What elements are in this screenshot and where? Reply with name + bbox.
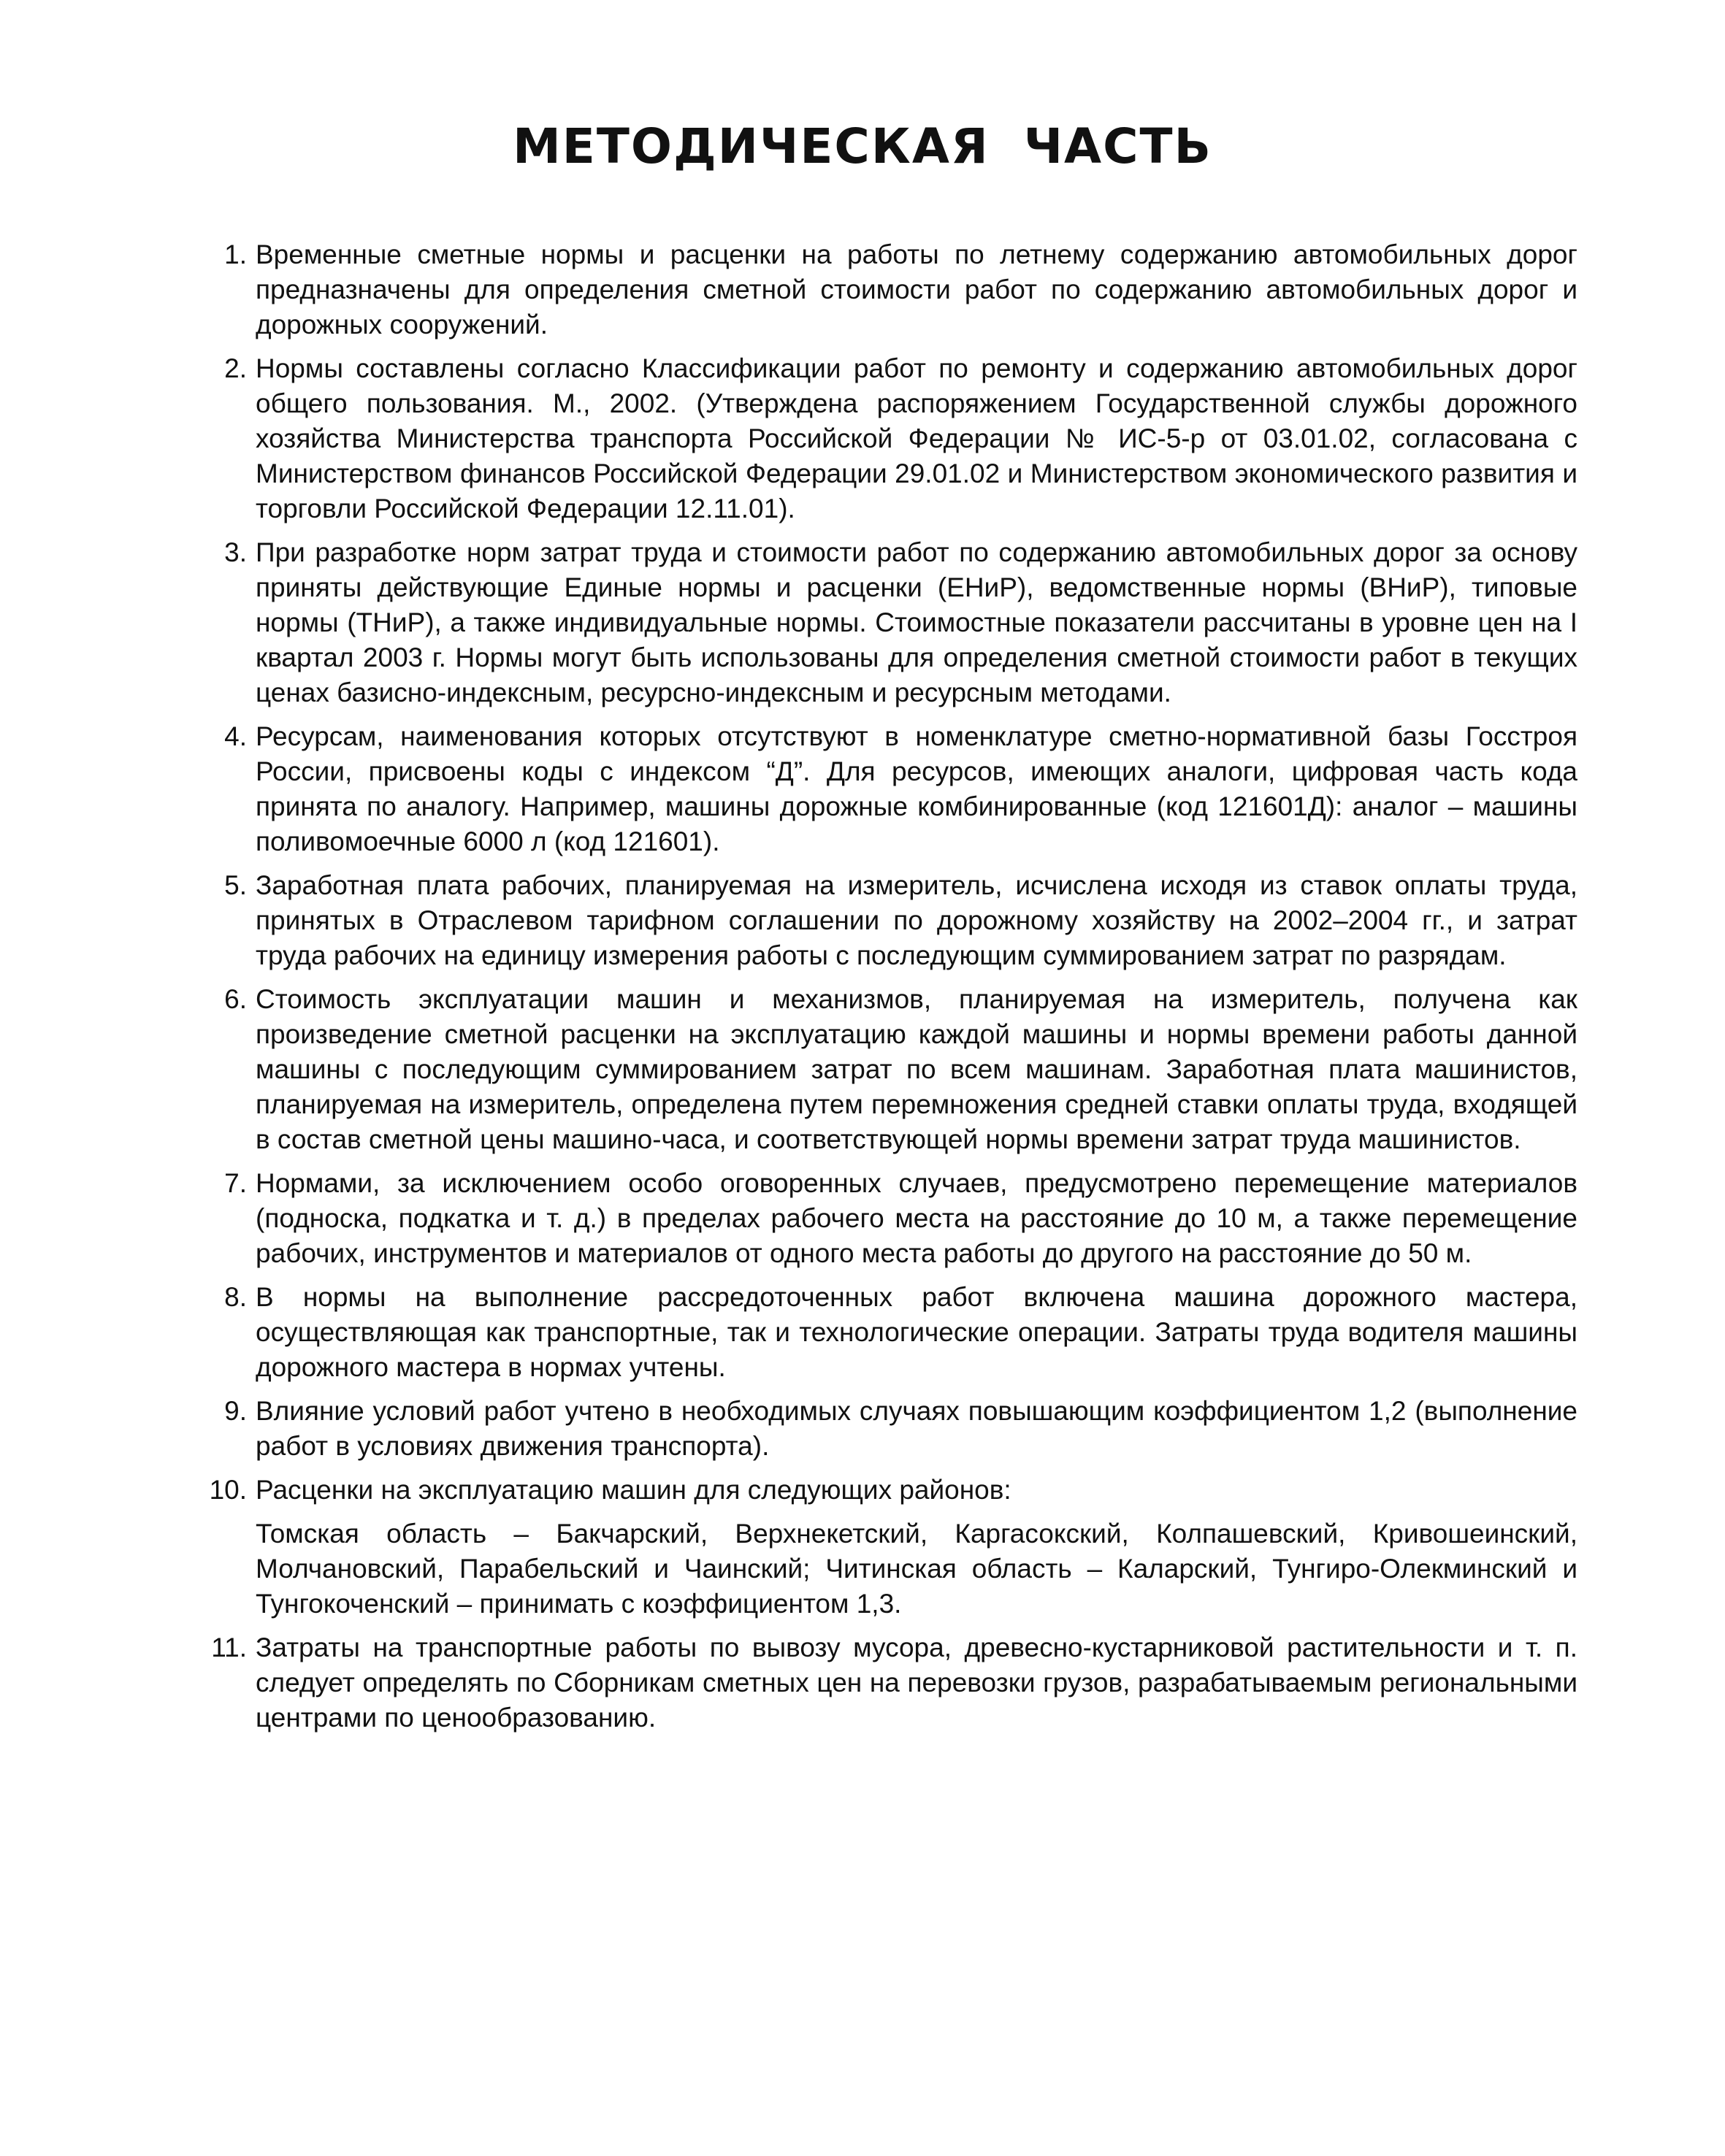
clause-body (256, 719, 1577, 859)
clause-body (256, 1630, 1577, 1735)
clause-number: 11. (211, 1633, 247, 1662)
clause-item (190, 1166, 1577, 1271)
clause-text: Стоимость эксплуатации машин и механизмов, планируемая на измеритель, получена как произведение сметной расценки на эксплуатацию каждой машины и нормы времени работы данной машины с последующим суммированием затрат по всем машинам. Заработная плата машинистов, планируемая на измеритель, определена путем перемножения средней ставки оплаты труда, входящей в состав сметной цены машино-часа, и соответствующей нормы времени затрат труда машинистов. (256, 984, 1577, 1154)
clause-body (256, 1473, 1577, 1622)
clause-body (256, 1166, 1577, 1271)
clause-item (190, 1394, 1577, 1464)
clause-number: 6. (224, 984, 247, 1014)
clause-item (190, 351, 1577, 526)
clause-number: 4. (224, 721, 247, 751)
clause-number: 10. (209, 1475, 247, 1505)
clause-body (256, 982, 1577, 1157)
clause-body (256, 351, 1577, 526)
clause-number: 2. (224, 353, 247, 383)
clause-body (256, 868, 1577, 973)
clause-list (190, 237, 1577, 1744)
clause-item (190, 982, 1577, 1157)
clause-item (190, 1630, 1577, 1735)
clause-body (256, 535, 1577, 710)
clause-text: Нормами, за исключением особо оговоренных случаев, предусмотрено перемещение материалов (подноска, подкатка и т. д.) в пределах рабочего места на расстояние до 10 м, а также перемещение рабочих, инструментов и материалов от одного места работы до другого на расстояние до 50 м. (256, 1168, 1577, 1268)
clause-text: Заработная плата рабочих, планируемая на измеритель, исчислена исходя из ставок оплаты труда, принятых в Отраслевом тарифном соглашении по дорожному хозяйству на 2002–2004 гг., и затрат труда рабочих на единицу измерения работы с последующим суммированием затрат по разрядам. (256, 870, 1577, 970)
clause-body (256, 1394, 1577, 1464)
clause-number: 9. (224, 1396, 247, 1426)
clause-item (190, 237, 1577, 342)
clause-item (190, 1473, 1577, 1622)
clause-item (190, 719, 1577, 859)
clause-body (256, 1280, 1577, 1385)
clause-text: Влияние условий работ учтено в необходимых случаях повышающим коэффициентом 1,2 (выполнение работ в условиях движения транспорта). (256, 1396, 1577, 1461)
clause-item (190, 535, 1577, 710)
clause-subparagraph: Томская область – Бакчарский, Верхнекетский, Каргасокский, Колпашевский, Кривошеинский, Молчановский, Парабельский и Чаинский; Читинская область – Каларский, Тунгиро-Олекминский и Тунгокоченский – принимать с коэффициентом 1,3. (256, 1519, 1577, 1619)
clause-body (256, 237, 1577, 342)
clause-text: В нормы на выполнение рассредоточенных работ включена машина дорожного мастера, осуществляющая как транспортные, так и технологические операции. Затраты труда водителя машины дорожного мастера в нормах учтены. (256, 1282, 1577, 1382)
clause-number: 3. (224, 537, 247, 567)
clause-number: 8. (224, 1282, 247, 1312)
clause-number: 7. (224, 1168, 247, 1198)
clause-text: Ресурсам, наименования которых отсутствуют в номенклатуре сметно-нормативной базы Госстроя России, присвоены коды с индексом “Д”. Для ресурсов, имеющих аналоги, цифровая часть кода принята по аналогу. Например, машины дорожные комбинированные (код 121601Д): аналог – машины поливомоечные 6000 л (код 121601). (256, 721, 1577, 856)
clause-text: Расценки на эксплуатацию машин для следующих районов: (256, 1475, 1011, 1505)
clause-item (190, 868, 1577, 973)
clause-text: Временные сметные нормы и расценки на работы по летнему содержанию автомобильных дорог предназначены для определения сметной стоимости работ по содержанию автомобильных дорог и дорожных сооружений. (256, 239, 1577, 339)
clause-item (190, 1280, 1577, 1385)
page-title: МЕТОДИЧЕСКАЯ ЧАСТЬ (513, 118, 1212, 174)
clause-text: При разработке норм затрат труда и стоимости работ по содержанию автомобильных дорог за основу приняты действующие Единые нормы и расценки (ЕНиР), ведомственные нормы (ВНиР), типовые нормы (ТНиР), а также индивидуальные нормы. Стоимостные показатели рассчитаны в уровне цен на I квартал 2003 г. Нормы могут быть использованы для определения сметной стоимости работ в текущих ценах базисно-индексным, ресурсно-индексным и ресурсным методами. (256, 537, 1577, 707)
clause-number: 1. (224, 239, 247, 269)
clause-number: 5. (224, 870, 247, 900)
clause-text: Нормы составлены согласно Классификации работ по ремонту и содержанию автомобильных дорог общего пользования. М., 2002. (Утверждена распоряжением Государственной службы дорожного хозяйства Министерства транспорта Российской Федерации № ИС-5-р от 03.01.02, согласована с Министерством финансов Российской Федерации 29.01.02 и Министерством экономического развития и торговли Российской Федерации 12.11.01). (256, 353, 1577, 523)
clause-text: Затраты на транспортные работы по вывозу мусора, древесно-кустарниковой растительности и т. п. следует определять по Сборникам сметных цен на перевозки грузов, разрабатываемым региональными центрами по ценообразованию. (256, 1633, 1577, 1733)
